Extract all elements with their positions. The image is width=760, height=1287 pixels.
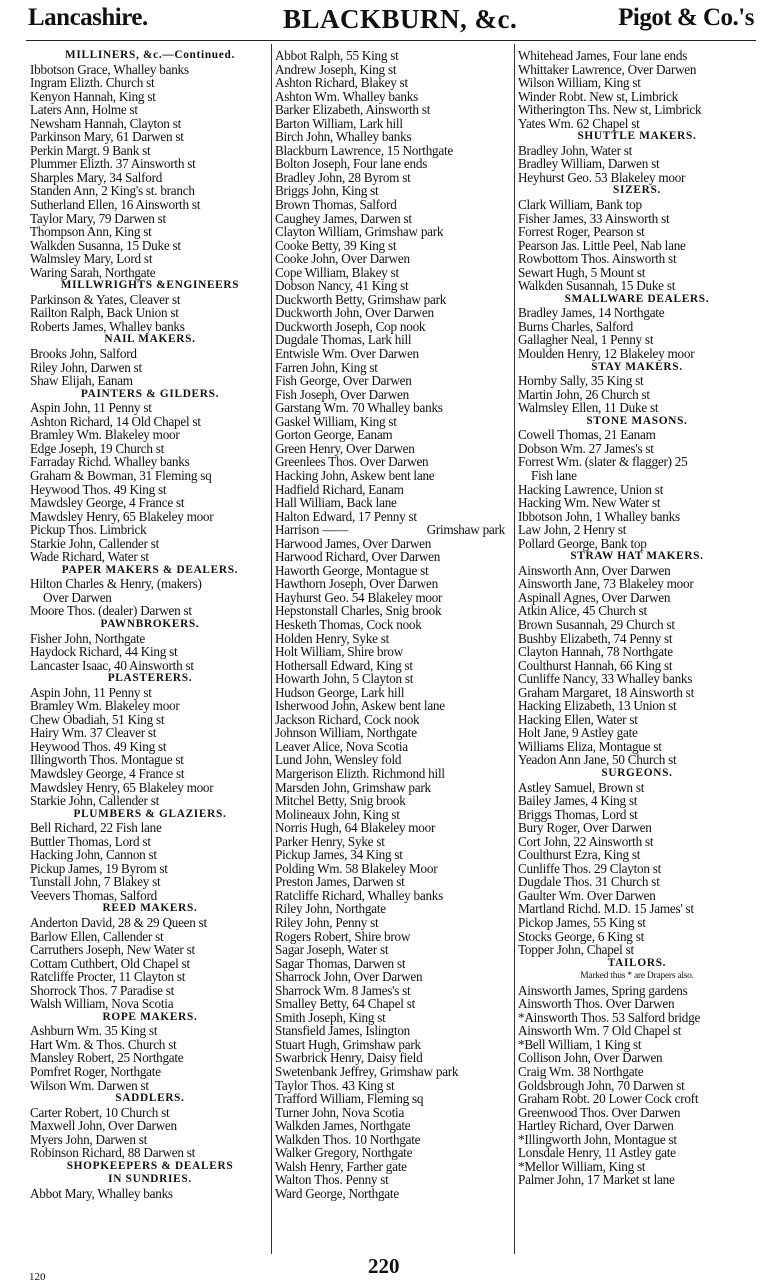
- directory-entry: Cowell Thomas, 21 Eanam: [518, 427, 656, 443]
- directory-entry: Norris Hugh, 64 Blakeley moor: [275, 820, 436, 836]
- directory-entry: Chew Obadiah, 51 King st: [30, 711, 165, 727]
- directory-entry: Bradley James, 14 Northgate: [518, 305, 665, 321]
- column-divider: [271, 44, 272, 1254]
- directory-entry: Buttler Thomas, Lord st: [30, 833, 151, 849]
- directory-entry: Barker Elizabeth, Ainsworth st: [275, 102, 431, 118]
- trade-heading: SURGEONS.: [601, 766, 673, 779]
- directory-entry: Edge Joseph, 19 Church st: [30, 440, 165, 456]
- directory-entry: Parker Henry, Syke st: [275, 833, 385, 849]
- trade-heading: STAY MAKERS.: [591, 360, 683, 373]
- directory-entry: Birch John, Whalley banks: [275, 129, 412, 145]
- directory-entry: Sewart Hugh, 5 Mount st: [518, 264, 646, 280]
- directory-entry: Yeadon Ann Jane, 50 Church st: [518, 752, 677, 768]
- directory-entry: Andrew Joseph, King st: [275, 61, 397, 77]
- directory-entry: Isherwood John, Askew bent lane: [275, 698, 445, 714]
- directory-entry: Pickup Thos. Limbrick: [30, 522, 147, 538]
- entry-address: Grimshaw park: [426, 522, 505, 538]
- directory-entry: Clayton William, Grimshaw park: [275, 224, 444, 240]
- directory-entry: Wilson Wm. Darwen st: [30, 1077, 149, 1093]
- directory-entry: Mansley Robert, 25 Northgate: [30, 1050, 184, 1066]
- directory-entry: Fish George, Over Darwen: [275, 373, 412, 389]
- trade-heading: IN SUNDRIES.: [108, 1173, 192, 1186]
- directory-entry: Walkden Susannah, 15 Duke st: [518, 278, 676, 294]
- directory-entry: Hairy Wm. 37 Cleaver st: [30, 725, 157, 741]
- directory-entry: Briggs Thomas, Lord st: [518, 806, 638, 822]
- directory-entry: Ratcliffe Procter, 11 Clayton st: [30, 969, 186, 985]
- directory-entry: Ainsworth James, Spring gardens: [518, 982, 688, 998]
- directory-entry: Topper John, Chapel st: [518, 942, 634, 958]
- directory-entry: Anderton David, 28 & 29 Queen st: [30, 915, 207, 930]
- directory-entry: *Ainsworth Thos. 53 Salford bridge: [518, 1009, 701, 1025]
- directory-entry: Greenwood Thos. Over Darwen: [518, 1104, 681, 1120]
- directory-entry: Gaskel William, King st: [275, 413, 397, 429]
- trade-heading: PAINTERS & GILDERS.: [80, 387, 220, 400]
- directory-entry: Hacking Ellen, Water st: [518, 711, 638, 727]
- directory-entry: Riley John, Darwen st: [30, 359, 142, 375]
- directory-entry: Hayhurst Geo. 54 Blakeley moor: [275, 589, 443, 605]
- directory-entry: Martin John, 26 Church st: [518, 386, 650, 402]
- directory-entry: Bailey James, 4 King st: [518, 793, 638, 809]
- directory-entry: Barlow Ellen, Callender st: [30, 928, 164, 944]
- directory-entry: Dobson Nancy, 41 King st: [275, 278, 409, 294]
- directory-entry: Riley John, Penny st: [275, 915, 379, 930]
- directory-entry: Haworth George, Montague st: [275, 562, 429, 578]
- directory-entry: Ratcliffe Richard, Whalley banks: [275, 887, 444, 903]
- directory-entry: Swarbrick Henry, Daisy field: [275, 1050, 423, 1066]
- directory-entry: Bramley Wm. Blakeley moor: [30, 698, 180, 714]
- directory-entry: Walkden James, Northgate: [275, 1118, 411, 1134]
- directory-entry: Gaulter Wm. Over Darwen: [518, 887, 656, 903]
- directory-entry: Cooke John, Over Darwen: [275, 251, 410, 267]
- trade-heading: ROPE MAKERS.: [102, 1010, 198, 1023]
- trade-heading: SHOPKEEPERS & DEALERS: [66, 1159, 234, 1172]
- directory-entry: Collison John, Over Darwen: [518, 1050, 663, 1066]
- directory-entry: Holden Henry, Syke st: [275, 630, 390, 646]
- directory-entry: Pollard George, Bank top: [518, 535, 647, 551]
- directory-entry: Brown Susannah, 29 Church st: [518, 616, 675, 632]
- directory-entry: Bolton Joseph, Four lane ends: [275, 156, 428, 172]
- trade-heading: SADDLERS.: [115, 1092, 185, 1105]
- directory-entry: Ingram Elizth. Church st: [30, 75, 155, 91]
- directory-entry: Molineaux John, King st: [275, 806, 400, 822]
- directory-entry: Bell Richard, 22 Fish lane: [30, 820, 162, 836]
- directory-entry: Forrest Roger, Pearson st: [518, 224, 645, 240]
- directory-entry: Maxwell John, Over Darwen: [30, 1118, 177, 1134]
- directory-entry: Fisher James, 33 Ainsworth st: [518, 210, 670, 226]
- directory-entry: Taylor Mary, 79 Darwen st: [30, 210, 166, 226]
- directory-entry: Rowbottom Thos. Ainsworth st: [518, 251, 677, 267]
- directory-entry: *Illingworth John, Montague st: [518, 1131, 677, 1147]
- directory-entry: Shaw Elijah, Eanam: [30, 373, 133, 389]
- directory-entry: Walkden Susanna, 15 Duke st: [30, 237, 181, 253]
- directory-entry: Mawdsley Henry, 65 Blakeley moor: [30, 508, 214, 524]
- trade-heading: PAPER MAKERS & DEALERS.: [61, 563, 239, 576]
- directory-entry: Pickup James, 19 Byrom st: [30, 860, 168, 876]
- directory-entry: Bradley John, 28 Byrom st: [275, 169, 411, 185]
- directory-entry: Hilton Charles & Henry, (makers): [30, 576, 202, 592]
- directory-entry: Polding Wm. 58 Blakeley Moor: [275, 860, 438, 876]
- trade-heading: REED MAKERS.: [102, 902, 198, 915]
- directory-entry: Johnson William, Northgate: [275, 725, 417, 741]
- directory-entry: Burns Charles, Salford: [518, 318, 634, 334]
- directory-entry: Duckworth Joseph, Cop nook: [275, 318, 426, 334]
- directory-entry: Carter Robert, 10 Church st: [30, 1104, 170, 1120]
- directory-entry: Ashburn Wm. 35 King st: [30, 1023, 158, 1039]
- directory-entry: Bradley William, Darwen st: [518, 156, 660, 172]
- directory-entry: Lund John, Wensley fold: [275, 752, 402, 768]
- directory-entry: Pearson Jas. Little Peel, Nab lane: [518, 237, 686, 253]
- directory-entry: Ashton Wm. Whalley banks: [275, 88, 418, 104]
- column-1: [30, 49, 270, 1200]
- directory-entry: Yates Wm. 62 Chapel st: [518, 115, 640, 131]
- directory-entry: Whittaker Lawrence, Over Darwen: [518, 61, 697, 77]
- directory-entry: Walker Gregory, Northgate: [275, 1145, 413, 1161]
- directory-entry: Entwisle Wm. Over Darwen: [275, 346, 419, 362]
- directory-entry: Sharrock Wm. 8 James's st: [275, 982, 411, 998]
- directory-entry: Greenlees Thos. Over Darwen: [275, 454, 429, 470]
- directory-entry: Gorton George, Eanam: [275, 427, 393, 443]
- trade-heading: SIZERS.: [613, 184, 661, 197]
- directory-entry: Whitehead James, Four lane ends: [518, 48, 688, 63]
- directory-entry: Shorrock Thos. 7 Paradise st: [30, 982, 175, 998]
- directory-entry: Margerison Elizth. Richmond hill: [275, 765, 445, 781]
- column-2: [275, 49, 513, 1200]
- directory-entry: Kenyon Hannah, King st: [30, 88, 156, 104]
- directory-entry: Duckworth John, Over Darwen: [275, 305, 434, 321]
- directory-entry: Stocks George, 6 King st: [518, 928, 644, 944]
- page-number: 220: [368, 1254, 400, 1278]
- directory-entry: Briggs John, King st: [275, 183, 379, 199]
- directory-entry: Ward George, Northgate: [275, 1185, 399, 1201]
- directory-entry: Tunstall John, 7 Blakey st: [30, 874, 161, 890]
- directory-entry: Goldsbrough John, 70 Darwen st: [518, 1077, 685, 1093]
- directory-entry: Martland Richd. M.D. 15 James' st: [518, 901, 694, 917]
- directory-entry: Ainsworth Wm. 7 Old Chapel st: [518, 1023, 682, 1039]
- trade-heading: SHUTTLE MAKERS.: [577, 130, 697, 143]
- directory-entry: Ashton Richard, Blakey st: [275, 75, 408, 91]
- directory-entry: Sutherland Ellen, 16 Ainsworth st: [30, 197, 201, 213]
- directory-entry: Aspinall Agnes, Over Darwen: [518, 589, 671, 605]
- directory-entry: Mawdsley Henry, 65 Blakeley moor: [30, 779, 214, 795]
- directory-entry: Walkden Thos. 10 Northgate: [275, 1131, 421, 1147]
- directory-entry: Bradley John, Water st: [518, 142, 633, 158]
- entry-continuation: Over Darwen: [43, 589, 112, 605]
- directory-entry: Ashton Richard, 14 Old Chapel st: [30, 413, 201, 429]
- trade-heading: MILLINERS, &c.—Continued.: [64, 49, 236, 61]
- directory-entry: Pickup James, 34 King st: [275, 847, 403, 863]
- section-note: Marked thus * are Drapers also.: [580, 971, 694, 982]
- directory-entry: Palmer John, 17 Market st lane: [518, 1172, 675, 1188]
- directory-entry: Taylor Thos. 43 King st: [275, 1077, 395, 1093]
- directory-entry: Ainsworth Thos. Over Darwen: [518, 996, 675, 1012]
- directory-entry: Blackburn Lawrence, 15 Northgate: [275, 142, 454, 158]
- directory-entry: Caughey James, Darwen st: [275, 210, 412, 226]
- directory-entry: Carruthers Joseph, New Water st: [30, 942, 195, 958]
- directory-entry: *Mellor William, King st: [518, 1158, 646, 1174]
- directory-entry: Graham Margaret, 18 Ainsworth st: [518, 684, 694, 700]
- directory-entry: Bramley Wm. Blakeley moor: [30, 427, 180, 443]
- directory-entry: [275, 523, 513, 537]
- directory-entry: Pomfret Roger, Northgate: [30, 1064, 161, 1080]
- directory-entry: Cooke Betty, 39 King st: [275, 237, 397, 253]
- directory-entry: Cort John, 22 Ainsworth st: [518, 833, 654, 849]
- directory-entry: Riley John, Northgate: [275, 901, 386, 917]
- directory-entry: Hacking Wm. New Water st: [518, 495, 661, 511]
- directory-entry: Veevers Thomas, Salford: [30, 887, 157, 903]
- directory-entry: Duckworth Betty, Grimshaw park: [275, 291, 447, 307]
- directory-entry: Graham & Bowman, 31 Fleming sq: [30, 467, 212, 483]
- directory-entry: Lancaster Isaac, 40 Ainsworth st: [30, 657, 194, 673]
- directory-entry: Trafford William, Fleming sq: [275, 1091, 424, 1107]
- directory-entry: Craig Wm. 38 Northgate: [518, 1064, 644, 1080]
- directory-entry: Wade Richard, Water st: [30, 549, 149, 565]
- header-town: BLACKBURN, &c.: [283, 4, 518, 34]
- directory-entry: Fisher John, Northgate: [30, 630, 146, 646]
- trade-heading: PLUMBERS & GLAZIERS.: [73, 807, 227, 820]
- directory-entry: Leaver Alice, Nova Scotia: [275, 738, 408, 754]
- directory-entry: Stansfield James, Islington: [275, 1023, 411, 1039]
- directory-entry: Robinson Richard, 88 Darwen st: [30, 1145, 196, 1161]
- trade-heading: PAWNBROKERS.: [100, 617, 200, 630]
- directory-entry: Abbot Mary, Whalley banks: [30, 1185, 173, 1201]
- directory-entry: Jackson Richard, Cock nook: [275, 711, 420, 727]
- directory-entry: *Bell William, 1 King st: [518, 1036, 642, 1052]
- directory-entry: Astley Samuel, Brown st: [518, 779, 645, 795]
- directory-entry: Barton William, Lark hill: [275, 115, 403, 131]
- directory-entry: Hart Wm. & Thos. Church st: [30, 1036, 177, 1052]
- directory-entry: Ibbotson John, 1 Whalley banks: [518, 508, 680, 524]
- directory-entry: Dugdale Thos. 31 Church st: [518, 874, 660, 890]
- directory-entry: Starkie John, Callender st: [30, 793, 160, 809]
- trade-heading: PLASTERERS.: [107, 672, 193, 685]
- directory-entry: Mawdsley George, 4 France st: [30, 495, 185, 511]
- directory-entry: Graham Robt. 20 Lower Cock croft: [518, 1091, 699, 1107]
- directory-entry: Bushby Elizabeth, 74 Penny st: [518, 630, 673, 646]
- directory-entry: Sagar Thomas, Darwen st: [275, 955, 406, 971]
- directory-entry: Sharrock John, Over Darwen: [275, 969, 423, 985]
- directory-entry: Aspin John, 11 Penny st: [30, 400, 152, 416]
- directory-entry: Moore Thos. (dealer) Darwen st: [30, 603, 192, 619]
- directory-entry: Plummer Elizth. 37 Ainsworth st: [30, 156, 196, 172]
- directory-entry: Fish Joseph, Over Darwen: [275, 386, 409, 402]
- directory-entry: Hepstonstall Charles, Snig brook: [275, 603, 442, 619]
- directory-entry: Waring Sarah, Northgate: [30, 264, 156, 280]
- directory-entry: Williams Eliza, Montague st: [518, 738, 662, 754]
- directory-entry: Mitchel Betty, Snig brook: [275, 793, 406, 809]
- entry-name: Harrison ——: [275, 522, 349, 538]
- directory-entry: Clark William, Bank top: [518, 197, 642, 213]
- directory-entry: Bury Roger, Over Darwen: [518, 820, 652, 836]
- directory-entry: Farraday Richd. Whalley banks: [30, 454, 190, 470]
- directory-entry: Halton Edward, 17 Penny st: [275, 508, 417, 524]
- directory-entry: Myers John, Darwen st: [30, 1131, 148, 1147]
- running-header: [28, 4, 754, 38]
- directory-entry: Parkinson Mary, 61 Darwen st: [30, 129, 184, 145]
- header-county: Lancashire.: [28, 4, 148, 31]
- directory-entry: Hornby Sally, 35 King st: [518, 373, 644, 389]
- directory-entry: Haydock Richard, 44 King st: [30, 644, 178, 660]
- trade-heading: TAILORS.: [607, 956, 667, 969]
- trade-heading: STONE MASONS.: [586, 414, 688, 427]
- directory-entry: Newsham Hannah, Clayton st: [30, 115, 181, 131]
- directory-entry: Holt Jane, 9 Astley gate: [518, 725, 638, 741]
- directory-entry: Lonsdale Henry, 11 Astley gate: [518, 1145, 676, 1161]
- directory-entry: Abbot Ralph, 55 King st: [275, 48, 399, 63]
- directory-entry: Harwood James, Over Darwen: [275, 535, 432, 551]
- directory-entry: Brooks John, Salford: [30, 346, 137, 362]
- directory-entry: Garstang Wm. 70 Whalley banks: [275, 400, 443, 416]
- directory-entry: Brown Thomas, Salford: [275, 197, 397, 213]
- directory-entry: Smith Joseph, King st: [275, 1009, 386, 1025]
- directory-entry: Cunliffe Thos. 29 Clayton st: [518, 860, 662, 876]
- directory-entry: Law John, 2 Henry st: [518, 522, 627, 538]
- directory-entry: Forrest Wm. (slater & flagger) 25: [518, 454, 688, 470]
- directory-entry: Hall William, Back lane: [275, 495, 397, 511]
- directory-entry: Heywood Thos. 49 King st: [30, 738, 167, 754]
- directory-entry: Farren John, King st: [275, 359, 378, 375]
- directory-entry: Preston James, Darwen st: [275, 874, 405, 890]
- entry-continuation: Fish lane: [531, 467, 577, 483]
- directory-entry: Hesketh Thomas, Cock nook: [275, 616, 422, 632]
- directory-entry: Hacking John, Cannon st: [30, 847, 157, 863]
- directory-entry: Illingworth Thos. Montague st: [30, 752, 184, 768]
- directory-entry: Ainsworth Ann, Over Darwen: [518, 562, 671, 578]
- directory-entry: Sagar Joseph, Water st: [275, 942, 389, 958]
- directory-entry: Stuart Hugh, Grimshaw park: [275, 1036, 421, 1052]
- directory-entry: Railton Ralph, Back Union st: [30, 305, 179, 321]
- directory-entry: Standen Ann, 2 King's st. branch: [30, 183, 195, 199]
- directory-entry: Wilson William, King st: [518, 75, 641, 91]
- header-publisher: Pigot & Co.'s: [618, 4, 754, 31]
- directory-entry: Dugdale Thomas, Lark hill: [275, 332, 412, 348]
- directory-entry: Aspin John, 11 Penny st: [30, 684, 152, 700]
- column-divider: [514, 44, 515, 1254]
- directory-entry: Winder Robt. New st, Limbrick: [518, 88, 678, 104]
- directory-entry: Pickop James, 55 King st: [518, 915, 646, 930]
- directory-entry: Turner John, Nova Scotia: [275, 1104, 405, 1120]
- directory-entry: Parkinson & Yates, Cleaver st: [30, 291, 181, 307]
- directory-entry: Harwood Richard, Over Darwen: [275, 549, 441, 565]
- directory-entry: Hawthorn Joseph, Over Darwen: [275, 576, 438, 592]
- directory-entry: Atkin Alice, 45 Church st: [518, 603, 647, 619]
- directory-entry: Howarth John, 5 Clayton st: [275, 671, 414, 687]
- trade-heading: SMALLWARE DEALERS.: [564, 292, 710, 305]
- directory-entry: Roberts James, Whalley banks: [30, 318, 185, 334]
- directory-entry: Walsh William, Nova Scotia: [30, 996, 174, 1012]
- directory-entry: Moulden Henry, 12 Blakeley moor: [518, 346, 695, 362]
- directory-entry: Gallagher Neal, 1 Penny st: [518, 332, 654, 348]
- directory-entry: Mawdsley George, 4 France st: [30, 765, 185, 781]
- printer-signature: 120: [29, 1271, 46, 1283]
- directory-entry: Walmsley Mary, Lord st: [30, 251, 153, 267]
- trade-heading: NAIL MAKERS.: [104, 333, 196, 346]
- directory-entry: Thompson Ann, King st: [30, 224, 152, 240]
- directory-entry: Coulthurst Ezra, King st: [518, 847, 641, 863]
- directory-entry: Hartley Richard, Over Darwen: [518, 1118, 674, 1134]
- column-3: [518, 49, 756, 1187]
- directory-entry: Cottam Cuthbert, Old Chapel st: [30, 955, 190, 971]
- directory-entry: Hacking John, Askew bent lane: [275, 467, 435, 483]
- directory-entry: Walton Thos. Penny st: [275, 1172, 389, 1188]
- directory-entry: Hacking Lawrence, Union st: [518, 481, 664, 497]
- directory-entry: Ainsworth Jane, 73 Blakeley moor: [518, 576, 694, 592]
- directory-entry: Walmsley Ellen, 11 Duke st: [518, 400, 659, 416]
- directory-entry: Swetenbank Jeffrey, Grimshaw park: [275, 1064, 459, 1080]
- directory-entry: Cope William, Blakey st: [275, 264, 399, 280]
- directory-entry: Cunliffe Nancy, 33 Whalley banks: [518, 671, 693, 687]
- directory-entry: Ibbotson Grace, Whalley banks: [30, 61, 189, 77]
- directory-entry: Starkie John, Callender st: [30, 535, 160, 551]
- trade-heading: STRAW HAT MAKERS.: [570, 550, 704, 563]
- directory-entry: Hudson George, Lark hill: [275, 684, 405, 700]
- directory-entry: Smalley Betty, 64 Chapel st: [275, 996, 416, 1012]
- directory-entry: Perkin Margt. 9 Bank st: [30, 142, 151, 158]
- directory-entry: Laters Ann, Holme st: [30, 102, 138, 118]
- trade-heading: MILLWRIGHTS &ENGINEERS: [60, 279, 240, 292]
- directory-entry: Heywood Thos. 49 King st: [30, 481, 167, 497]
- directory-entry: Witherington Ths. New st, Limbrick: [518, 102, 702, 118]
- header-rule: [26, 40, 756, 41]
- directory-entry: Clayton Hannah, 78 Northgate: [518, 644, 673, 660]
- directory-entry: Rogers Robert, Shire brow: [275, 928, 411, 944]
- directory-entry: Dobson Wm. 27 James's st: [518, 440, 654, 456]
- directory-entry: Marsden John, Grimshaw park: [275, 779, 431, 795]
- directory-entry: Heyhurst Geo. 53 Blakeley moor: [518, 169, 686, 185]
- directory-entry: Holt William, Shire brow: [275, 644, 404, 660]
- directory-entry: Hadfield Richard, Eanam: [275, 481, 404, 497]
- directory-entry: Hacking Elizabeth, 13 Union st: [518, 698, 677, 714]
- directory-entry: Sharples Mary, 34 Salford: [30, 169, 163, 185]
- directory-entry: Walsh Henry, Farther gate: [275, 1158, 407, 1174]
- directory-entry: Hothersall Edward, King st: [275, 657, 413, 673]
- directory-entry: Green Henry, Over Darwen: [275, 440, 415, 456]
- directory-entry: Coulthurst Hannah, 66 King st: [518, 657, 673, 673]
